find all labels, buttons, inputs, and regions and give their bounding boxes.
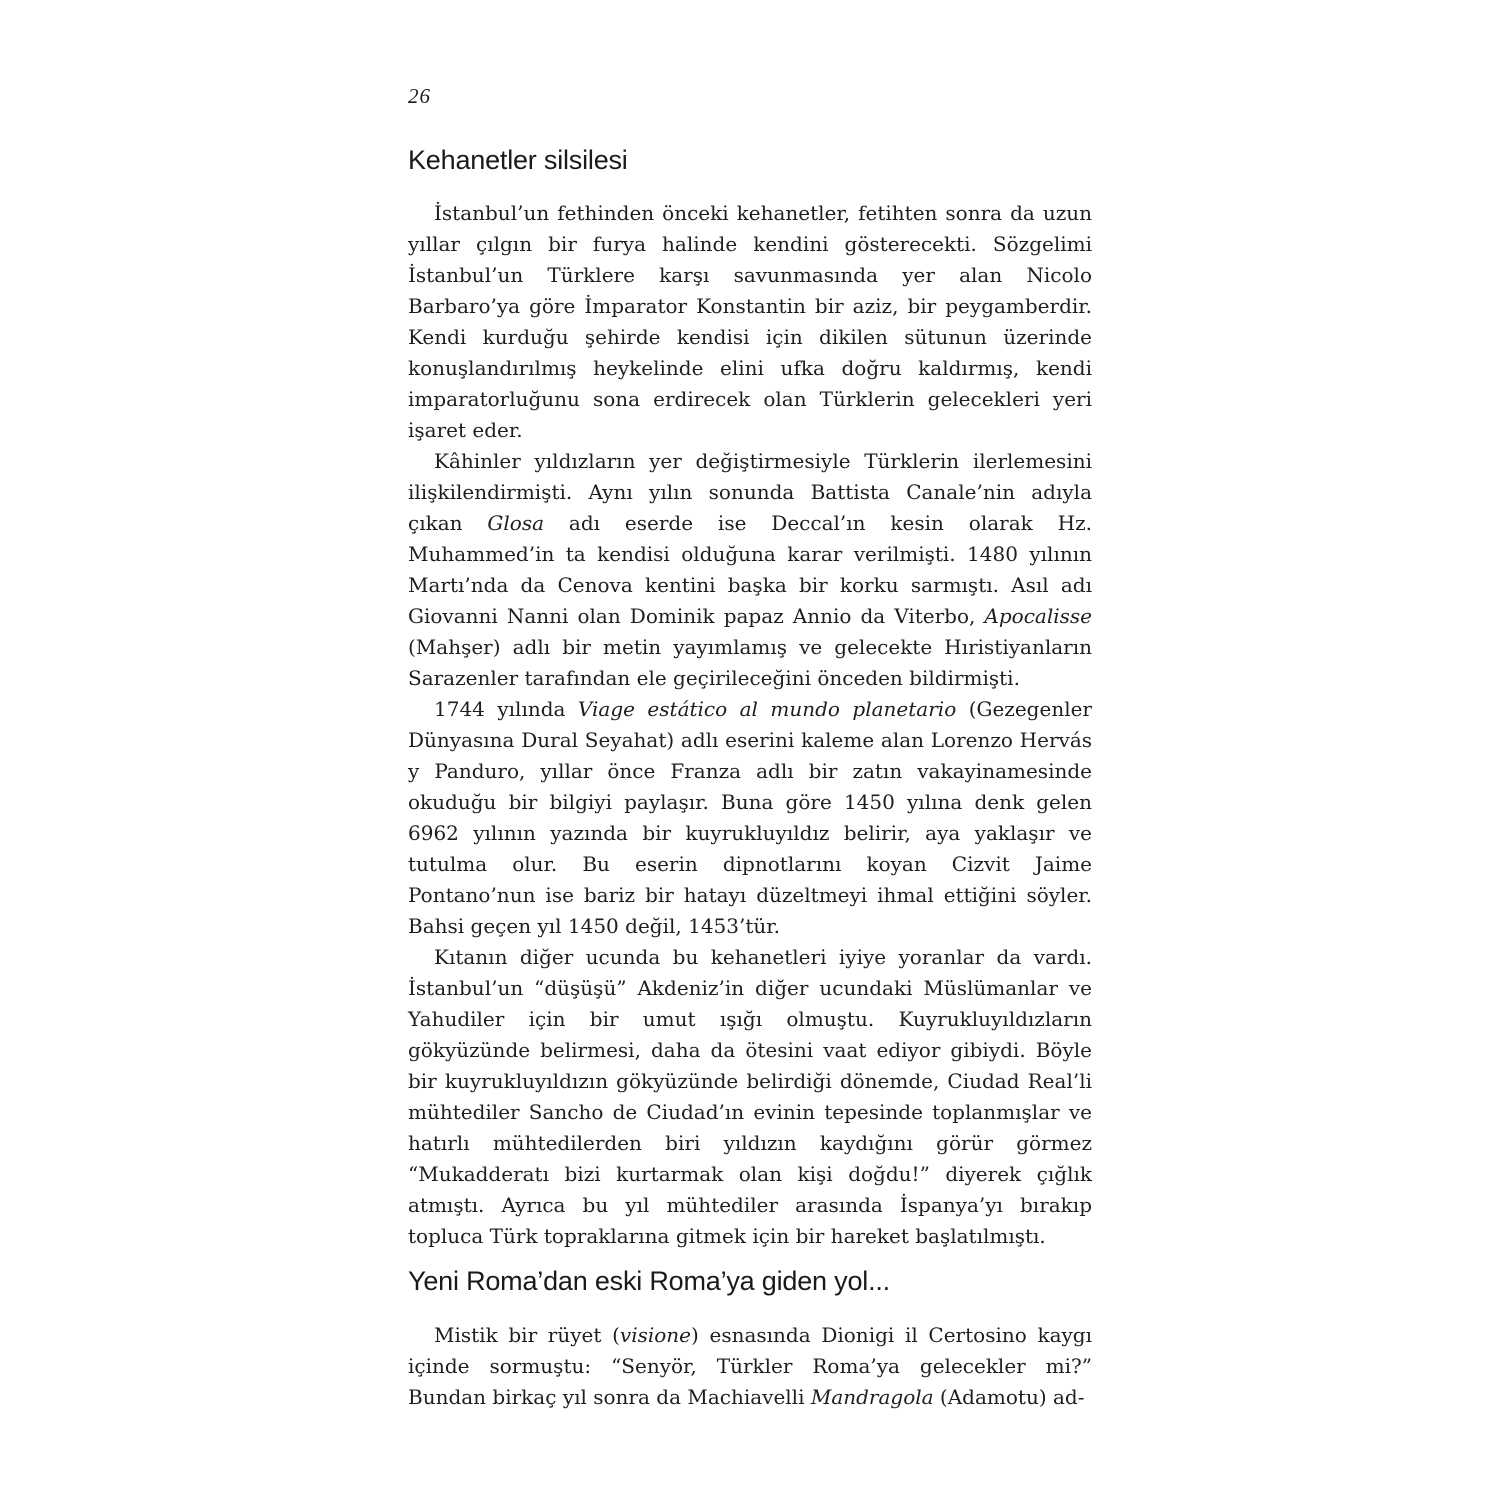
- text-run: ) esnasında Dionigi il Certosino kaygı içinde sormuştu: “Senyör, Türkler Roma’ya gelecekler mi?” Bundan birkaç yıl sonra da Machiavelli: [408, 1323, 1092, 1409]
- italic-title: Apocalisse: [984, 604, 1092, 628]
- paragraph: [408, 942, 1092, 1252]
- paragraph: [408, 694, 1092, 942]
- italic-title: Glosa: [487, 511, 545, 535]
- section-heading-kehanetler: Kehanetler silsilesi: [408, 145, 628, 175]
- text-run: Mistik bir rüyet (: [434, 1323, 620, 1347]
- section-heading-yeni-roma: Yeni Roma’dan eski Roma’ya giden yol...: [408, 1266, 890, 1296]
- text-run: (Mahşer) adlı bir metin yayımlamış ve gelecekte Hıristiyanların Sarazenler tarafından ele geçirileceğini önceden bildirmişti.: [408, 635, 1092, 690]
- text-run: 1744 yılında: [434, 697, 578, 721]
- text-run: Kâhinler yıldızların yer değiştirmesiyle Türklerin ilerlemesini ilişkilendirmişti. Aynı yılın sonunda Battista Canale’nin adıyla çıkan: [408, 449, 1092, 535]
- text-run: (Adamotu) ad-: [933, 1385, 1085, 1409]
- section-body-yeni-roma: [408, 1320, 1092, 1413]
- text-run: Kıtanın diğer ucunda bu kehanetleri iyiye yoranlar da vardı. İstanbul’un “düşüşü” Akdeniz’in diğer ucundaki Müslümanlar ve Yahudiler için bir umut ışığı olmuştu. Kuyrukluyıldızların gökyüzünde belirmesi, daha da ötesini vaat ediyor gibiydi. Böyle bir kuyrukluyıldızın gökyüzünde belirdiği dönemde, Ciudad Real’li mühtediler Sancho de Ciudad’ın evinin tepesinde toplanmışlar ve hatırlı mühtedilerden biri yıldızın kaydığını görür görmez “Mukadderatı bizi kurtarmak olan kişi doğdu!” diyerek çığlık atmıştı. Ayrıca bu yıl mühtediler arasında İspanya’yı bırakıp topluca Türk topraklarına gitmek için bir hareket başlatılmıştı.: [408, 945, 1092, 1248]
- section-body-kehanetler: [408, 198, 1092, 1252]
- italic-title: Viage estático al mundo planetario: [577, 697, 957, 721]
- paragraph: [408, 1320, 1092, 1413]
- paragraph: [408, 446, 1092, 694]
- text-run: adı eserde ise Deccal’ın kesin olarak Hz. Muhammed’in ta kendisi olduğuna karar verilmişti. 1480 yılının Martı’nda da Cenova kentini başka bir korku sarmıştı. Asıl adı Giovanni Nanni olan Dominik papaz Annio da Viterbo,: [408, 511, 1092, 628]
- text-run: İstanbul’un fethinden önceki kehanetler, fetihten sonra da uzun yıllar çılgın bir furya halinde kendini gösterecekti. Sözgelimi İstanbul’un Türklere karşı savunmasında yer alan Nicolo Barbaro’ya göre İmparator Konstantin bir aziz, bir peygamberdir. Kendi kurduğu şehirde kendisi için dikilen sütunun üzerinde konuşlandırılmış heykelinde elini ufka doğru kaldırmış, kendi imparatorluğunu sona erdirecek olan Türklerin gelecekleri yeri işaret eder.: [408, 201, 1092, 442]
- italic-title: visione: [619, 1323, 692, 1347]
- text-run: (Gezegenler Dünyasına Dural Seyahat) adlı eserini kaleme alan Lorenzo Hervás y Panduro, yıllar önce Franza adlı bir zatın vakayinamesinde okuduğu bir bilgiyi paylaşır. Buna göre 1450 yılına denk gelen 6962 yılının yazında bir kuyrukluyıldız belirir, aya yaklaşır ve tutulma olur. Bu eserin dipnotlarını koyan Cizvit Jaime Pontano’nun ise bariz bir hatayı düzeltmeyi ihmal ettiğini söyler. Bahsi geçen yıl 1450 değil, 1453’tür.: [408, 697, 1092, 938]
- paragraph: [408, 198, 1092, 446]
- italic-title: Mandragola: [810, 1385, 934, 1409]
- page-number: 26: [408, 84, 431, 108]
